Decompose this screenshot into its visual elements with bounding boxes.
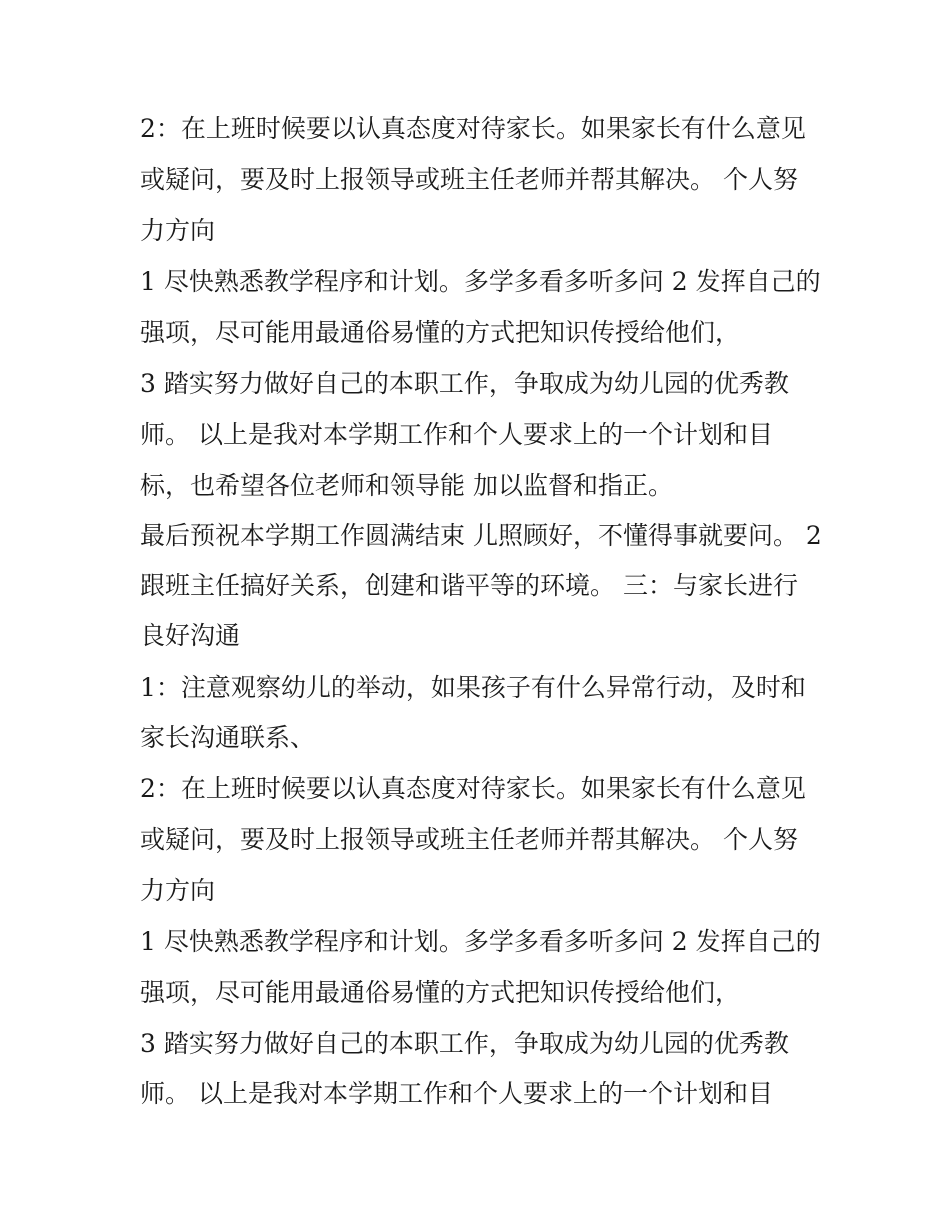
text-line: 力方向 <box>140 216 216 245</box>
text-line: 家长沟通联系、 <box>140 723 316 752</box>
text-line: 1：注意观察幼儿的举动，如果孩子有什么异常行动，及时和 <box>140 673 806 702</box>
text-line: 或疑问，要及时上报领导或班主任老师并帮其解决。 个人努 <box>140 825 798 854</box>
text-line: 或疑问，要及时上报领导或班主任老师并帮其解决。 个人努 <box>140 165 798 194</box>
text-line: 2：在上班时候要以认真态度对待家长。如果家长有什么意见 <box>140 114 806 143</box>
text-line: 标，也希望各位老师和领导能 加以监督和指正。 <box>140 471 673 500</box>
text-line: 1 尽快熟悉教学程序和计划。多学多看多听多问 2 发挥自己的 <box>140 927 821 956</box>
text-line: 跟班主任搞好关系，创建和谐平等的环境。 三：与家长进行 <box>140 571 798 600</box>
text-line: 强项，尽可能用最通俗易懂的方式把知识传授给他们， <box>140 978 741 1007</box>
text-line: 3 踏实努力做好自己的本职工作，争取成为幼儿园的优秀教 <box>140 1029 789 1058</box>
text-line: 力方向 <box>140 876 216 905</box>
text-line: 师。 以上是我对本学期工作和个人要求上的一个计划和目 <box>140 1079 773 1108</box>
text-line: 3 踏实努力做好自己的本职工作，争取成为幼儿园的优秀教 <box>140 369 789 398</box>
text-line: 强项，尽可能用最通俗易懂的方式把知识传授给他们， <box>140 318 741 347</box>
text-line: 2：在上班时候要以认真态度对待家长。如果家长有什么意见 <box>140 774 806 803</box>
text-line: 1 尽快熟悉教学程序和计划。多学多看多听多问 2 发挥自己的 <box>140 267 821 296</box>
text-line: 师。 以上是我对本学期工作和个人要求上的一个计划和目 <box>140 420 773 449</box>
text-line: 最后预祝本学期工作圆满结束 儿照顾好，不懂得事就要问。 2 <box>140 521 822 550</box>
text-line: 良好沟通 <box>140 621 241 650</box>
